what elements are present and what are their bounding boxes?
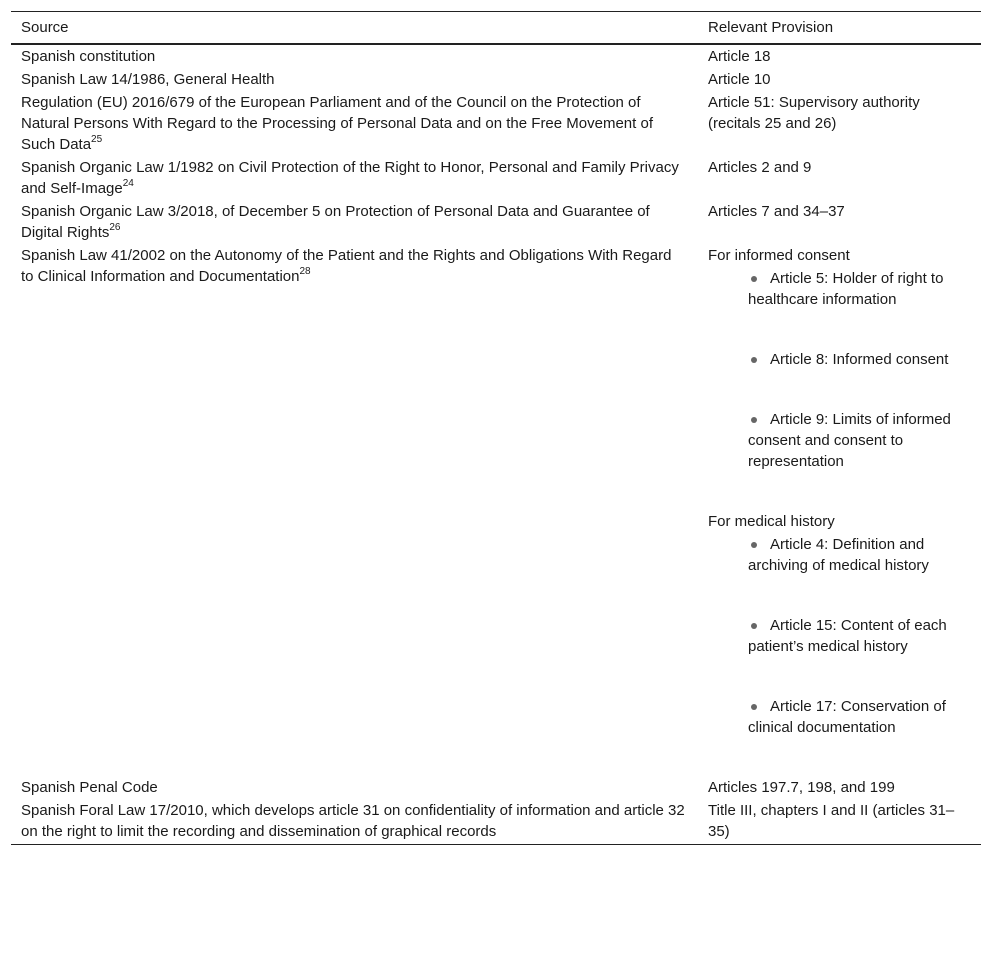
table-row (11, 92, 981, 157)
source-text: Spanish Organic Law 1/1982 on Civil Protection of the Right to Honor, Personal and Family Privacy and Self-Image (21, 159, 679, 197)
provision-cell: Article 10 (708, 71, 771, 88)
source-cell (11, 800, 708, 842)
source-cell (11, 777, 708, 798)
table-row (11, 777, 981, 800)
bullet-icon (751, 417, 757, 423)
source-text: Spanish Organic Law 3/2018, of December 5 on Protection of Personal Data and Guarantee of Digital Rights (21, 203, 650, 241)
provision-cell: Articles 197.7, 198, and 199 (708, 779, 895, 796)
source-cell (11, 201, 708, 243)
provision-cell: Articles 7 and 34–37 (708, 203, 845, 220)
header-source: Source (21, 19, 69, 36)
provision-list (708, 268, 961, 472)
provision-group-label: For informed consent (708, 247, 850, 264)
source-cell (11, 69, 708, 90)
bullet-icon (751, 542, 757, 548)
bullet-icon (751, 357, 757, 363)
provision-cell: Title III, chapters I and II (articles 31–35) (708, 802, 955, 840)
list-item (748, 349, 961, 370)
table-row (11, 46, 981, 69)
table-header-row (11, 12, 981, 45)
list-item-text: Article 5: Holder of right to healthcare information (748, 270, 944, 308)
list-item (748, 615, 961, 657)
table-row (11, 157, 981, 201)
provision-cell: Articles 2 and 9 (708, 159, 812, 176)
table-row (11, 800, 981, 844)
list-item-text: Article 8: Informed consent (770, 351, 949, 368)
list-item-text: Article 15: Content of each patient’s medical history (748, 617, 947, 655)
list-item (748, 696, 961, 738)
source-cell (11, 92, 708, 155)
source-text: Regulation (EU) 2016/679 of the European Parliament and of the Council on the Protection of Natural Persons With Regard to the Processing of Personal Data and on the Free Movement of Such Data (21, 94, 653, 153)
provision-cell: Article 18 (708, 48, 771, 65)
reference-number: 26 (109, 222, 121, 233)
table-row (11, 245, 981, 777)
legal-sources-table (11, 11, 981, 845)
table-row (11, 201, 981, 245)
source-cell (11, 157, 708, 199)
list-item (748, 534, 961, 576)
source-text: Spanish Law 41/2002 on the Autonomy of the Patient and the Rights and Obligations With Regard to Clinical Information and Documentation (21, 247, 672, 285)
reference-number: 25 (91, 134, 103, 145)
list-item-text: Article 4: Definition and archiving of medical history (748, 536, 929, 574)
table-row (11, 69, 981, 92)
reference-number: 28 (299, 266, 311, 277)
provision-cell (708, 245, 981, 777)
list-item-text: Article 9: Limits of informed consent and consent to representation (748, 411, 951, 470)
list-item (748, 268, 961, 310)
source-text: Spanish Foral Law 17/2010, which develops article 31 on confidentiality of information and article 32 on the right to limit the recording and dissemination of graphical records (21, 802, 685, 840)
provision-list (708, 534, 961, 738)
reference-number: 24 (122, 178, 134, 189)
header-relevant-provision: Relevant Provision (708, 19, 834, 36)
table-body (11, 45, 981, 844)
source-text: Spanish constitution (21, 48, 156, 65)
source-cell (11, 245, 708, 777)
provision-group-label: For medical history (708, 513, 835, 530)
list-item (748, 409, 961, 472)
list-item-text: Article 17: Conservation of clinical documentation (748, 698, 946, 736)
source-text: Spanish Penal Code (21, 779, 158, 796)
source-text: Spanish Law 14/1986, General Health (21, 71, 275, 88)
source-cell (11, 46, 708, 67)
bullet-icon (751, 276, 757, 282)
bullet-icon (751, 623, 757, 629)
provision-cell: Article 51: Supervisory authority (recitals 25 and 26) (708, 94, 920, 132)
bullet-icon (751, 704, 757, 710)
